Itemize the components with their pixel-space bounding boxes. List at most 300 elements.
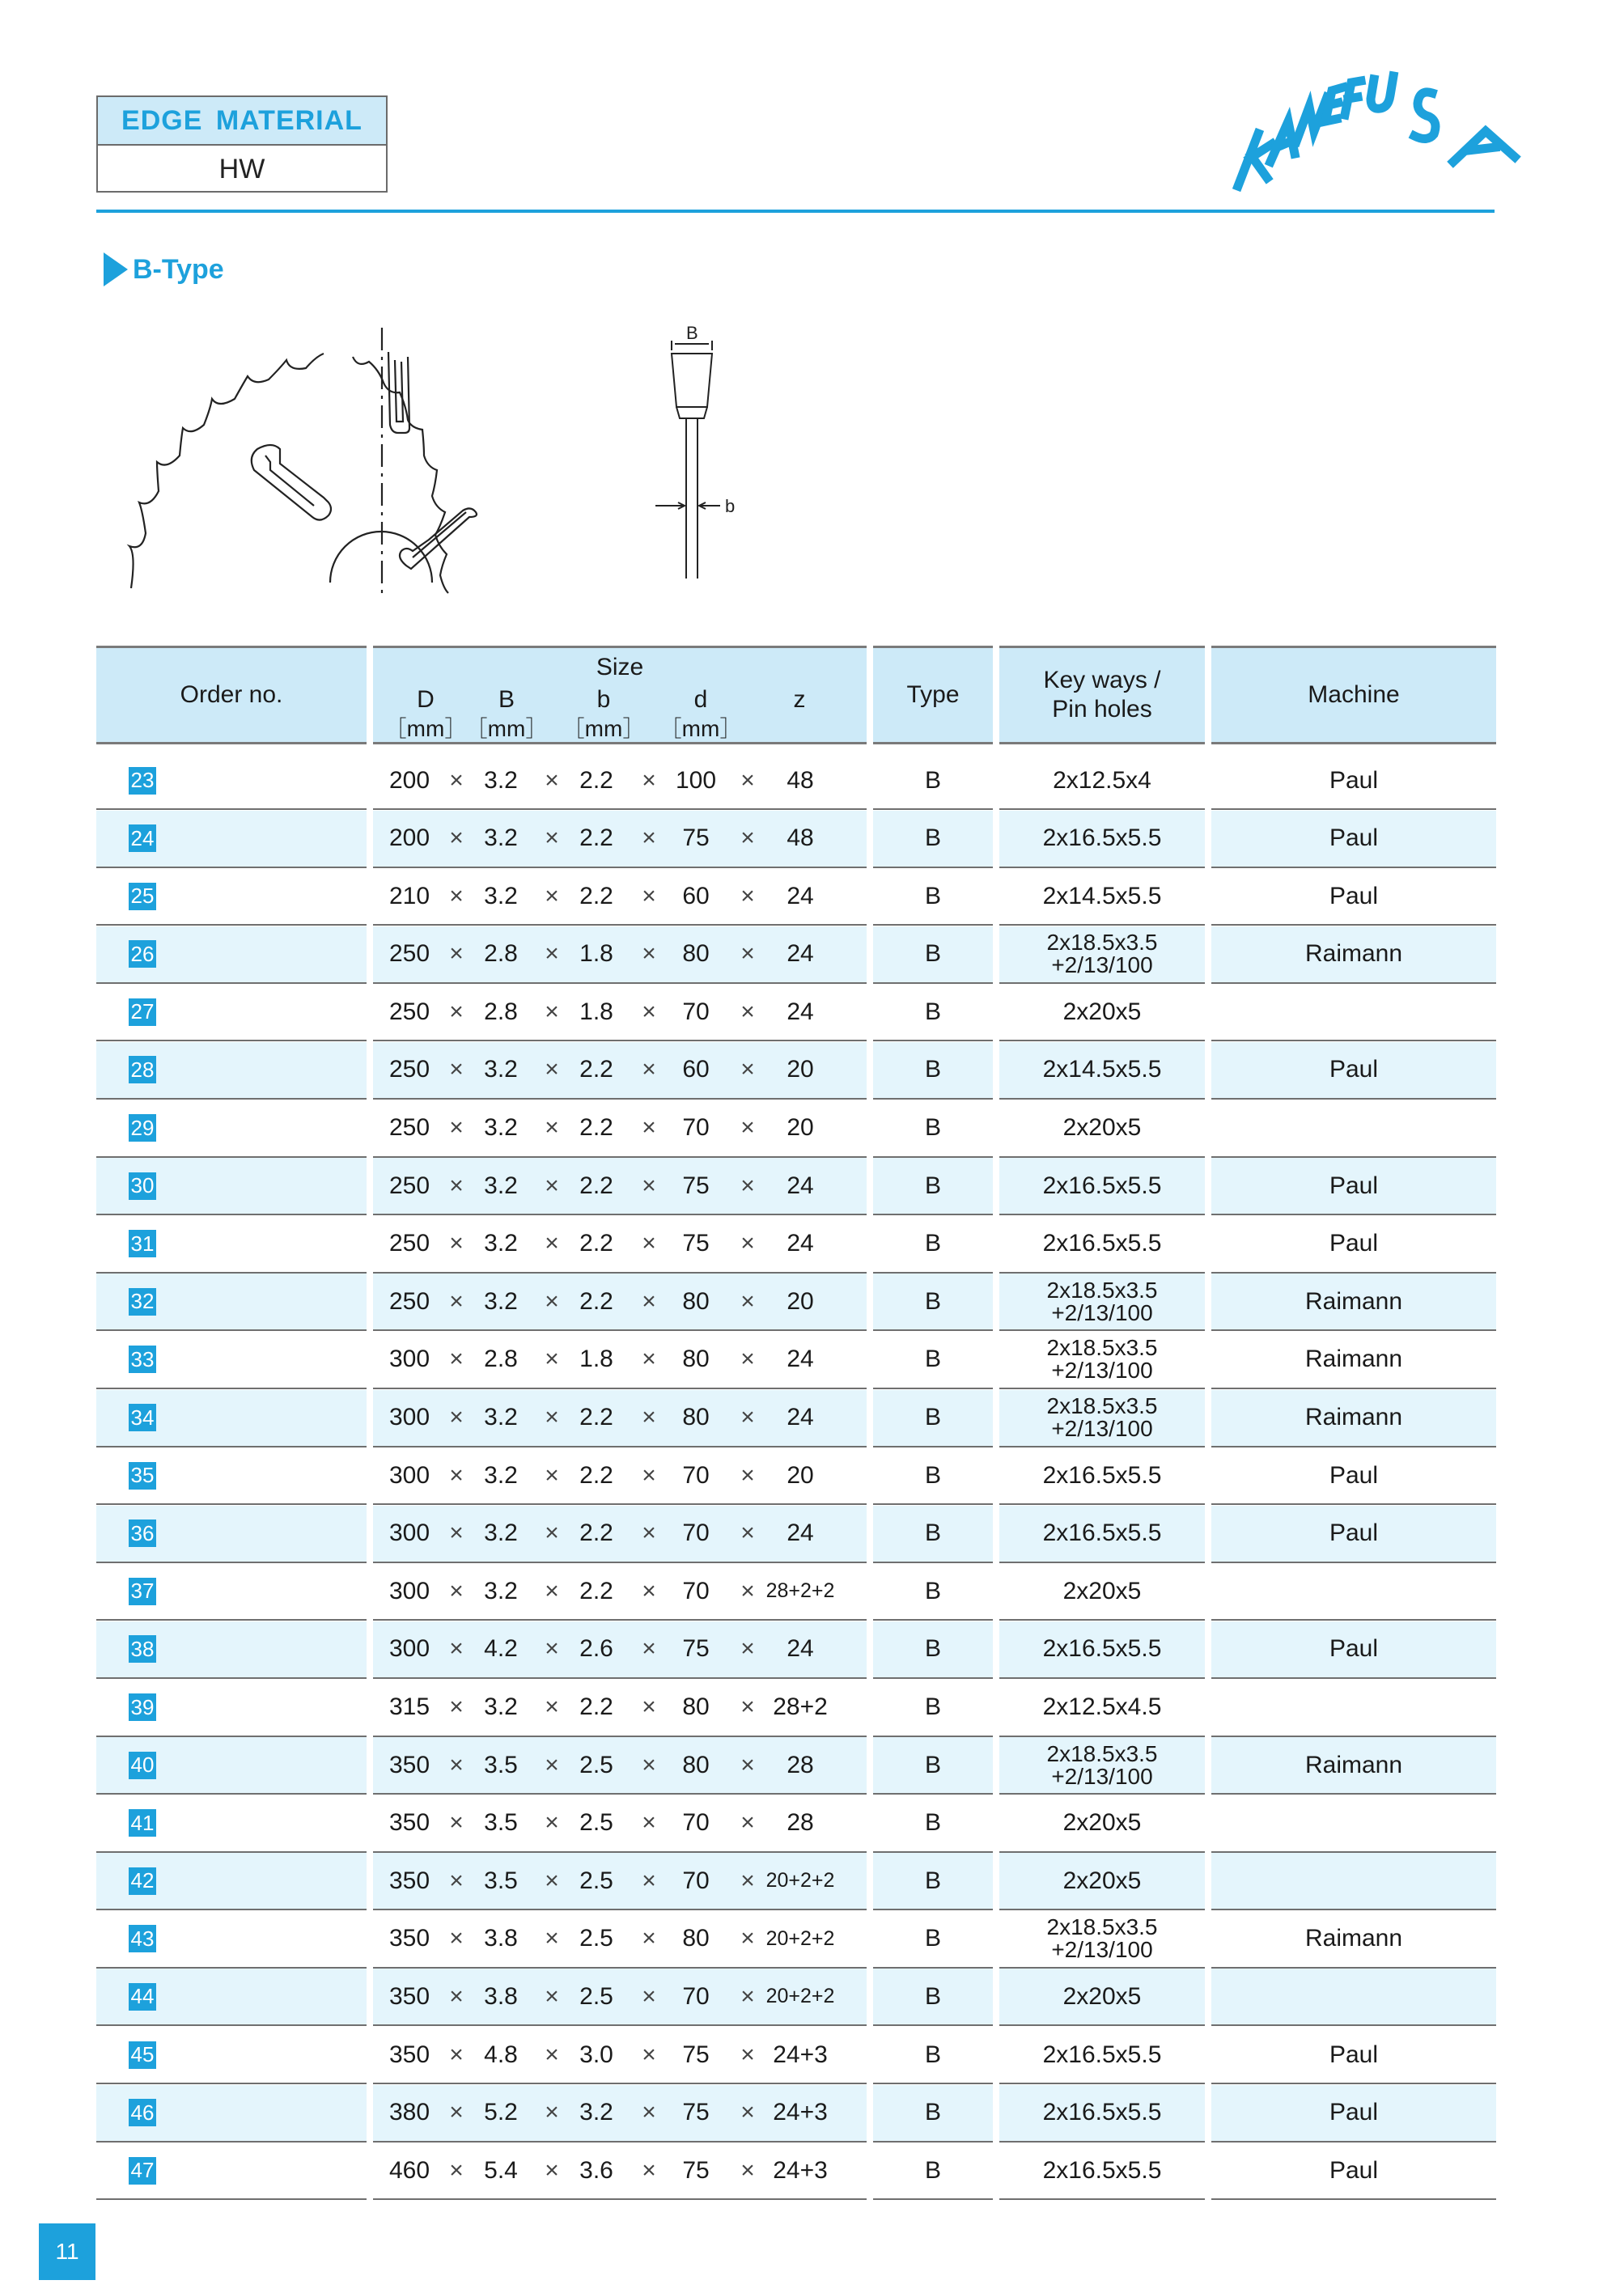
size-cell: [373, 1274, 867, 1331]
times-sign: ×: [642, 1925, 656, 1952]
order-cell: [96, 2085, 367, 2143]
key-ways-cell: [999, 2027, 1205, 2084]
times-sign: ×: [545, 1635, 559, 1663]
key-ways-line1: 2x18.5x3.5: [1046, 930, 1158, 956]
order-number-badge: 44: [129, 1983, 156, 2011]
times-sign: ×: [642, 1230, 656, 1257]
times-sign: ×: [642, 940, 656, 968]
key-ways-cell: [999, 1853, 1205, 1910]
times-sign: ×: [545, 1230, 559, 1257]
table-row: [96, 1969, 1496, 2027]
type-cell: B: [873, 1447, 993, 1505]
times-sign: ×: [449, 824, 464, 852]
size-cell: [373, 1100, 867, 1158]
size-D: 300: [388, 1635, 430, 1663]
size-cell: [373, 1506, 867, 1563]
order-number-badge: 25: [129, 883, 156, 910]
times-sign: ×: [642, 1635, 656, 1663]
order-cell: [96, 2027, 367, 2084]
size-d: 80: [682, 1751, 710, 1778]
times-sign: ×: [740, 998, 755, 1025]
type-cell: B: [873, 1042, 993, 1100]
order-number-badge: 32: [129, 1288, 156, 1316]
size-d: 60: [682, 1056, 710, 1083]
size-D: 350: [388, 2041, 430, 2068]
key-ways-cell: [999, 1100, 1205, 1158]
order-number-badge: 36: [129, 1519, 156, 1547]
size-z: 24: [787, 1172, 814, 1199]
key-ways-line1: 2x20x5: [1062, 1577, 1142, 1604]
size-D: 300: [388, 1461, 430, 1489]
table-row: [96, 1158, 1496, 1216]
size-d: 70: [682, 1982, 710, 2010]
saw-blade-diagram: [121, 312, 785, 603]
diagram-label-b: b: [725, 496, 736, 516]
times-sign: ×: [545, 1519, 559, 1547]
times-sign: ×: [740, 1751, 755, 1778]
times-sign: ×: [449, 1287, 464, 1315]
table-row: [96, 1853, 1496, 1911]
size-cell: [373, 1158, 867, 1215]
size-d: 60: [682, 882, 710, 909]
size-B: 3.2: [484, 1230, 518, 1257]
size-B: 5.4: [484, 2156, 518, 2184]
times-sign: ×: [449, 766, 464, 794]
times-sign: ×: [449, 940, 464, 968]
type-cell: B: [873, 1100, 993, 1158]
size-b: 1.8: [579, 998, 613, 1025]
size-b: 2.6: [579, 1635, 613, 1663]
kanefusa-logo: [1214, 57, 1529, 194]
size-z: 20+2+2: [765, 1869, 835, 1892]
order-cell: [96, 1969, 367, 2026]
times-sign: ×: [449, 1809, 464, 1837]
order-number-badge: 35: [129, 1462, 156, 1490]
key-ways-cell: [999, 984, 1205, 1041]
table-row: [96, 926, 1496, 985]
size-d: 75: [682, 2041, 710, 2068]
key-ways-cell: [999, 1621, 1205, 1679]
size-z: 24+3: [773, 2041, 828, 2068]
times-sign: ×: [740, 1230, 755, 1257]
size-z: 48: [787, 766, 814, 794]
machine-cell: [1211, 1563, 1496, 1621]
order-number-badge: 34: [129, 1404, 156, 1431]
header-D-unit: ［mm］: [384, 716, 468, 741]
size-d: 70: [682, 1809, 710, 1837]
order-number-badge: 37: [129, 1578, 156, 1605]
key-ways-line1: 2x20x5: [1062, 1982, 1142, 2010]
size-cell: [373, 926, 867, 984]
times-sign: ×: [642, 1056, 656, 1083]
machine-cell: Paul: [1211, 2027, 1496, 2084]
table-row: [96, 1332, 1496, 1390]
size-z: 20+2+2: [765, 1926, 835, 1950]
order-number-badge: 38: [129, 1635, 156, 1663]
size-b: 2.2: [579, 1577, 613, 1604]
key-ways-line2: +2/13/100: [1051, 952, 1153, 978]
times-sign: ×: [740, 824, 755, 852]
times-sign: ×: [740, 1577, 755, 1604]
table-row: [96, 1680, 1496, 1738]
times-sign: ×: [545, 1751, 559, 1778]
table-body: [96, 752, 1496, 2201]
order-cell: [96, 1274, 367, 1331]
table-row: [96, 868, 1496, 926]
times-sign: ×: [545, 1114, 559, 1142]
times-sign: ×: [740, 1346, 755, 1373]
times-sign: ×: [642, 1461, 656, 1489]
key-ways-line1: 2x18.5x3.5: [1046, 1740, 1158, 1766]
key-ways-cell: [999, 2143, 1205, 2200]
times-sign: ×: [545, 1693, 559, 1720]
order-number-badge: 24: [129, 824, 156, 852]
header-order-no: Order no.: [96, 646, 367, 744]
times-sign: ×: [545, 998, 559, 1025]
size-D: 300: [388, 1346, 430, 1373]
size-B: 2.8: [484, 998, 518, 1025]
size-z: 28+2+2: [765, 1579, 835, 1603]
size-d: 80: [682, 1346, 710, 1373]
size-d: 100: [675, 766, 717, 794]
times-sign: ×: [449, 1693, 464, 1720]
size-cell: [373, 1911, 867, 1969]
table-row: [96, 984, 1496, 1042]
times-sign: ×: [642, 1867, 656, 1894]
header-key-ways: [999, 646, 1205, 744]
size-cell: [373, 2143, 867, 2200]
machine-cell: Paul: [1211, 1447, 1496, 1505]
times-sign: ×: [642, 1404, 656, 1431]
size-z: 24: [787, 1519, 814, 1547]
table-row: [96, 752, 1496, 811]
size-B: 3.5: [484, 1751, 518, 1778]
size-D: 250: [388, 1230, 430, 1257]
table-row: [96, 1737, 1496, 1795]
order-number-badge: 28: [129, 1056, 156, 1083]
times-sign: ×: [740, 940, 755, 968]
size-d: 70: [682, 1114, 710, 1142]
key-ways-cell: [999, 1216, 1205, 1274]
type-cell: B: [873, 1911, 993, 1969]
times-sign: ×: [449, 998, 464, 1025]
machine-cell: Raimann: [1211, 926, 1496, 984]
size-D: 210: [388, 882, 430, 909]
times-sign: ×: [642, 1809, 656, 1837]
table-row: [96, 1506, 1496, 1564]
size-cell: [373, 1680, 867, 1737]
machine-cell: Raimann: [1211, 1737, 1496, 1795]
table-row: [96, 1100, 1496, 1159]
key-ways-cell: [999, 1737, 1205, 1795]
type-cell: B: [873, 1506, 993, 1563]
machine-cell: [1211, 1100, 1496, 1158]
type-cell: B: [873, 1563, 993, 1621]
machine-cell: Paul: [1211, 752, 1496, 810]
machine-cell: Raimann: [1211, 1911, 1496, 1969]
size-B: 3.5: [484, 1867, 518, 1894]
key-ways-line1: 2x16.5x5.5: [1042, 824, 1162, 852]
order-cell: [96, 1332, 367, 1389]
machine-cell: Raimann: [1211, 1332, 1496, 1389]
key-ways-line2: +2/13/100: [1051, 1763, 1153, 1789]
size-z: 28+2: [773, 1693, 828, 1720]
key-ways-line2: +2/13/100: [1051, 1358, 1153, 1384]
table-row: [96, 1390, 1496, 1448]
size-cell: [373, 1216, 867, 1274]
header-B-unit: ［mm］: [464, 716, 549, 741]
table-row: [96, 1216, 1496, 1274]
times-sign: ×: [740, 1172, 755, 1199]
times-sign: ×: [545, 1577, 559, 1604]
table-row: [96, 1621, 1496, 1680]
size-z: 24: [787, 882, 814, 909]
times-sign: ×: [545, 1461, 559, 1489]
order-cell: [96, 1158, 367, 1215]
size-b: 2.5: [579, 1982, 613, 2010]
times-sign: ×: [449, 1867, 464, 1894]
size-D: 200: [388, 766, 430, 794]
size-d: 75: [682, 1635, 710, 1663]
size-b: 2.2: [579, 1461, 613, 1489]
size-B: 3.2: [484, 1404, 518, 1431]
order-cell: [96, 1737, 367, 1795]
times-sign: ×: [545, 1809, 559, 1837]
machine-cell: [1211, 1969, 1496, 2026]
order-cell: [96, 1447, 367, 1505]
times-sign: ×: [740, 1925, 755, 1952]
type-cell: B: [873, 1853, 993, 1910]
size-b: 2.5: [579, 1809, 613, 1837]
key-ways-line1: 2x16.5x5.5: [1042, 1461, 1162, 1489]
size-B: 3.2: [484, 1577, 518, 1604]
size-b: 2.5: [579, 1867, 613, 1894]
key-ways-cell: [999, 1969, 1205, 2026]
times-sign: ×: [740, 1056, 755, 1083]
type-cell: B: [873, 984, 993, 1041]
order-number-badge: 41: [129, 1809, 156, 1837]
order-cell: [96, 1853, 367, 1910]
machine-cell: [1211, 1795, 1496, 1853]
order-cell: [96, 1795, 367, 1853]
size-cell: [373, 1563, 867, 1621]
order-number-badge: 23: [129, 767, 156, 795]
times-sign: ×: [642, 1172, 656, 1199]
size-D: 250: [388, 1287, 430, 1315]
size-z: 24: [787, 1230, 814, 1257]
size-b: 2.2: [579, 1287, 613, 1315]
type-cell: B: [873, 1969, 993, 2026]
size-b: 2.2: [579, 1404, 613, 1431]
order-cell: [96, 1216, 367, 1274]
key-ways-line1: 2x18.5x3.5: [1046, 1277, 1158, 1303]
order-cell: [96, 1042, 367, 1100]
machine-cell: Paul: [1211, 811, 1496, 868]
order-number-badge: 47: [129, 2157, 156, 2185]
size-cell: [373, 1042, 867, 1100]
size-B: 3.2: [484, 1287, 518, 1315]
key-ways-cell: [999, 2085, 1205, 2143]
order-cell: [96, 1390, 367, 1447]
size-D: 250: [388, 1056, 430, 1083]
key-ways-line1: 2x14.5x5.5: [1042, 882, 1162, 909]
page-number: 11: [39, 2223, 95, 2280]
key-ways-cell: [999, 1680, 1205, 1737]
key-ways-line2: +2/13/100: [1051, 1416, 1153, 1442]
section-title: [104, 251, 224, 288]
size-d: 70: [682, 1461, 710, 1489]
size-z: 20: [787, 1056, 814, 1083]
machine-cell: Paul: [1211, 1216, 1496, 1274]
size-cell: [373, 1795, 867, 1853]
key-ways-cell: [999, 811, 1205, 868]
header-key-ways-line1: Key ways /: [1043, 667, 1161, 693]
order-cell: [96, 1911, 367, 1969]
size-B: 2.8: [484, 940, 518, 968]
key-ways-line1: 2x20x5: [1062, 1867, 1142, 1894]
size-b: 2.2: [579, 766, 613, 794]
size-cell: [373, 752, 867, 810]
size-b: 2.2: [579, 1693, 613, 1720]
type-cell: B: [873, 1737, 993, 1795]
size-b: 3.6: [579, 2156, 613, 2184]
size-B: 5.2: [484, 2099, 518, 2126]
order-cell: [96, 1506, 367, 1563]
times-sign: ×: [740, 1809, 755, 1837]
type-cell: B: [873, 1390, 993, 1447]
table-row: [96, 1795, 1496, 1854]
type-cell: B: [873, 811, 993, 868]
size-cell: [373, 868, 867, 926]
type-cell: B: [873, 752, 993, 810]
times-sign: ×: [449, 1404, 464, 1431]
size-B: 3.2: [484, 824, 518, 852]
order-cell: [96, 752, 367, 810]
times-sign: ×: [642, 1751, 656, 1778]
size-B: 3.2: [484, 882, 518, 909]
size-B: 3.2: [484, 1114, 518, 1142]
size-z: 48: [787, 824, 814, 852]
type-cell: B: [873, 1621, 993, 1679]
size-D: 380: [388, 2099, 430, 2126]
type-cell: B: [873, 2143, 993, 2200]
key-ways-cell: [999, 926, 1205, 984]
times-sign: ×: [449, 2099, 464, 2126]
size-B: 3.2: [484, 1172, 518, 1199]
times-sign: ×: [449, 1635, 464, 1663]
key-ways-line1: 2x16.5x5.5: [1042, 1230, 1162, 1257]
edge-material-label: EDGE MATERIAL: [98, 97, 386, 146]
size-z: 24: [787, 940, 814, 968]
size-d: 80: [682, 1693, 710, 1720]
edge-material-box: [96, 95, 388, 193]
times-sign: ×: [545, 1056, 559, 1083]
size-b: 2.5: [579, 1925, 613, 1952]
size-D: 350: [388, 1982, 430, 2010]
order-cell: [96, 811, 367, 868]
size-z: 20+2+2: [765, 1985, 835, 2008]
times-sign: ×: [449, 1982, 464, 2010]
order-number-badge: 29: [129, 1114, 156, 1142]
order-cell: [96, 926, 367, 984]
saw-blade-table: [96, 646, 1496, 2201]
key-ways-cell: [999, 1506, 1205, 1563]
size-d: 75: [682, 2099, 710, 2126]
size-b: 3.2: [579, 2099, 613, 2126]
order-cell: [96, 1563, 367, 1621]
size-d: 80: [682, 940, 710, 968]
type-cell: B: [873, 1332, 993, 1389]
diagram-label-B: B: [686, 323, 698, 343]
times-sign: ×: [642, 2099, 656, 2126]
table-row: [96, 2143, 1496, 2201]
size-D: 250: [388, 998, 430, 1025]
times-sign: ×: [449, 1751, 464, 1778]
header-d-unit: ［mm］: [659, 716, 743, 741]
key-ways-line1: 2x20x5: [1062, 1114, 1142, 1142]
machine-cell: [1211, 1680, 1496, 1737]
order-number-badge: 30: [129, 1172, 156, 1200]
edge-material-value: HW: [218, 153, 265, 184]
key-ways-line1: 2x12.5x4.5: [1042, 1693, 1162, 1720]
machine-cell: Paul: [1211, 868, 1496, 926]
key-ways-cell: [999, 1911, 1205, 1969]
size-d: 80: [682, 1287, 710, 1315]
size-d: 80: [682, 1404, 710, 1431]
times-sign: ×: [449, 1230, 464, 1257]
size-z: 24: [787, 1404, 814, 1431]
machine-cell: Paul: [1211, 1042, 1496, 1100]
type-cell: B: [873, 1795, 993, 1853]
machine-cell: Raimann: [1211, 1390, 1496, 1447]
size-b: 2.2: [579, 1172, 613, 1199]
times-sign: ×: [449, 882, 464, 909]
size-B: 3.5: [484, 1809, 518, 1837]
size-B: 4.2: [484, 1635, 518, 1663]
header-d: d: [693, 686, 708, 713]
times-sign: ×: [545, 2156, 559, 2184]
times-sign: ×: [545, 1287, 559, 1315]
size-b: 2.2: [579, 1056, 613, 1083]
size-cell: [373, 1390, 867, 1447]
size-D: 250: [388, 1172, 430, 1199]
order-cell: [96, 2143, 367, 2200]
table-row: [96, 1447, 1496, 1506]
section-arrow-icon: [104, 252, 128, 286]
key-ways-cell: [999, 1332, 1205, 1389]
size-B: 4.8: [484, 2041, 518, 2068]
header-type: Type: [873, 646, 993, 744]
header-size-title: Size: [596, 654, 644, 680]
machine-cell: Paul: [1211, 2085, 1496, 2143]
size-b: 2.2: [579, 824, 613, 852]
key-ways-line1: 2x16.5x5.5: [1042, 1519, 1162, 1547]
table-row: [96, 811, 1496, 869]
key-ways-line1: 2x16.5x5.5: [1042, 2156, 1162, 2184]
size-d: 75: [682, 824, 710, 852]
size-cell: [373, 1737, 867, 1795]
times-sign: ×: [449, 2041, 464, 2068]
size-b: 1.8: [579, 1346, 613, 1373]
header-D: D: [417, 686, 435, 713]
size-b: 2.2: [579, 1230, 613, 1257]
table-row: [96, 1563, 1496, 1621]
key-ways-line1: 2x18.5x3.5: [1046, 1393, 1158, 1419]
size-d: 75: [682, 1172, 710, 1199]
times-sign: ×: [642, 1982, 656, 2010]
key-ways-cell: [999, 752, 1205, 810]
type-cell: B: [873, 1274, 993, 1331]
